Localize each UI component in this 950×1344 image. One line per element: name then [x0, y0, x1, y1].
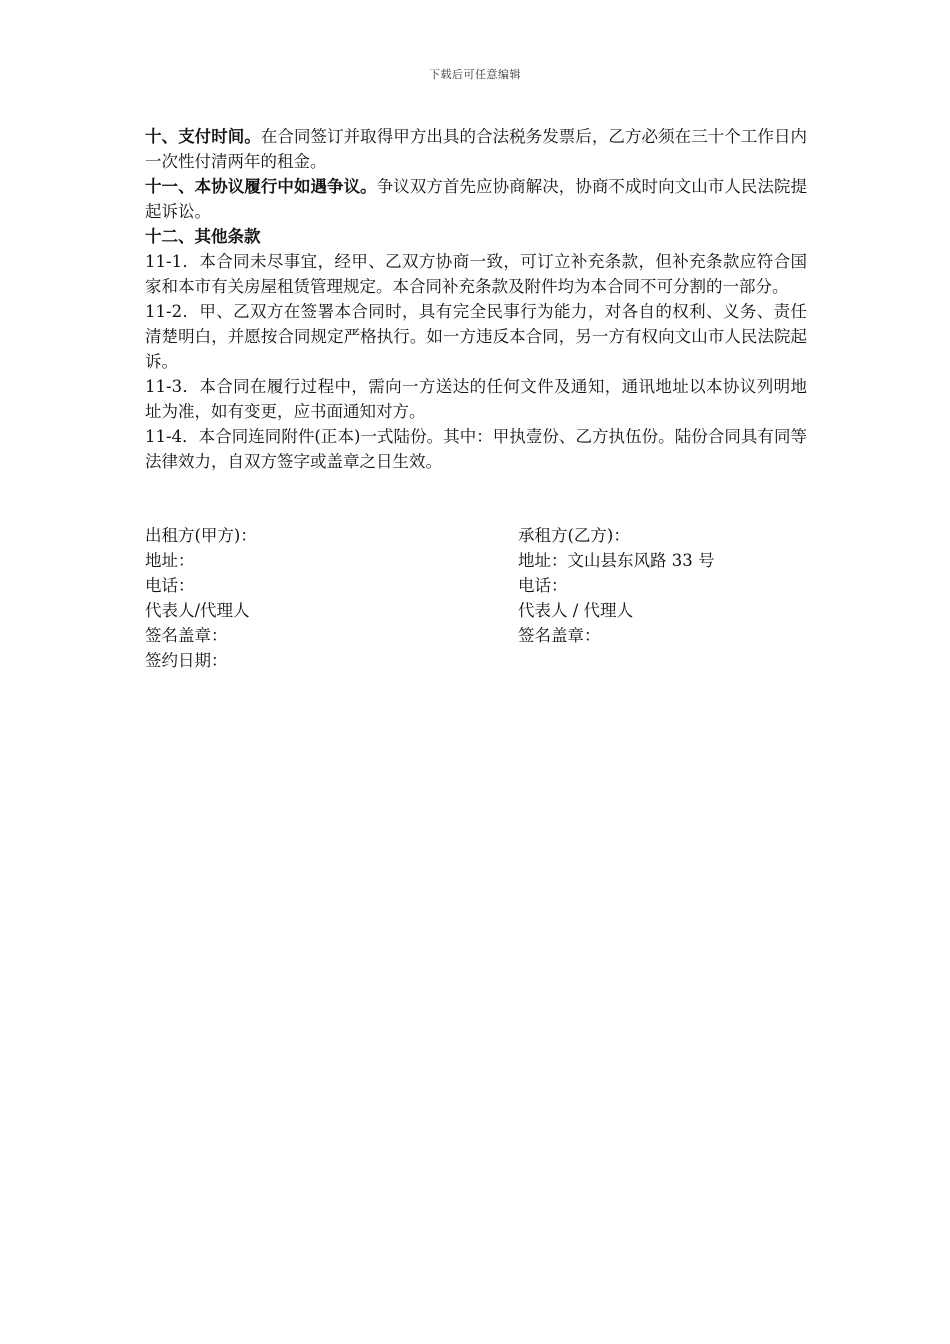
lessor-label: 出租方(甲方)： — [145, 526, 257, 545]
clause-11 — [145, 174, 807, 224]
clause-item: 11-1．本合同未尽事宜，经甲、乙双方协商一致，可订立补充条款，但补充条款应符合国家和本市有关房屋租赁管理规定。本合同补充条款及附件均为本合同不可分割的一部分。 — [145, 252, 807, 296]
signature-row-sign — [145, 623, 807, 648]
clause-10-title: 十、支付时间。 — [145, 127, 261, 146]
lessee-label: 承租方(乙方)： — [518, 526, 630, 545]
clause-10-body: 在合同签订并取得甲方出具的合法税务发票后，乙方必须在三十个工作日内一次性付清两年的租金。 — [145, 127, 808, 171]
page-header-watermark: 下载后可任意编辑 — [429, 68, 521, 81]
signature-row-representative — [145, 598, 807, 623]
signature-block — [145, 523, 807, 673]
lessee-address: 地址：文山县东风路 33 号 — [518, 551, 715, 570]
sign-date: 签约日期： — [145, 651, 228, 670]
lessor-representative: 代表人/代理人 — [145, 601, 250, 620]
clause-11-body: 争议双方首先应协商解决，协商不成时向文山市人民法院提起诉讼。 — [145, 177, 808, 221]
clause-10 — [145, 124, 807, 174]
signature-row-date — [145, 648, 807, 673]
contract-body — [145, 124, 807, 474]
signature-row-party — [145, 523, 807, 548]
lessee-representative: 代表人 / 代理人 — [518, 601, 634, 620]
clause-12-title: 十二、其他条款 — [145, 227, 261, 246]
signature-row-phone — [145, 573, 807, 598]
lessor-phone: 电话： — [145, 576, 195, 595]
clause-12 — [145, 224, 807, 249]
lessor-address: 地址： — [145, 551, 195, 570]
clause-item: 11-2．甲、乙双方在签署本合同时，具有完全民事行为能力，对各自的权利、义务、责任清楚明白，并愿按合同规定严格执行。如一方违反本合同，另一方有权向文山市人民法院起诉。 — [145, 302, 807, 371]
lessee-signature: 签名盖章： — [518, 626, 601, 645]
clause-11-title: 十一、本协议履行中如遇争议。 — [145, 177, 377, 196]
clause-item: 11-4．本合同连同附件(正本)一式陆份。其中：甲执壹份、乙方执伍份。陆份合同具有同等法律效力，自双方签字或盖章之日生效。 — [145, 427, 807, 471]
signature-row-address — [145, 548, 807, 573]
lessee-phone: 电话： — [518, 576, 568, 595]
clause-item: 11-3．本合同在履行过程中，需向一方送达的任何文件及通知，通讯地址以本协议列明地址为准，如有变更，应书面通知对方。 — [145, 377, 807, 421]
lessor-signature: 签名盖章： — [145, 626, 228, 645]
